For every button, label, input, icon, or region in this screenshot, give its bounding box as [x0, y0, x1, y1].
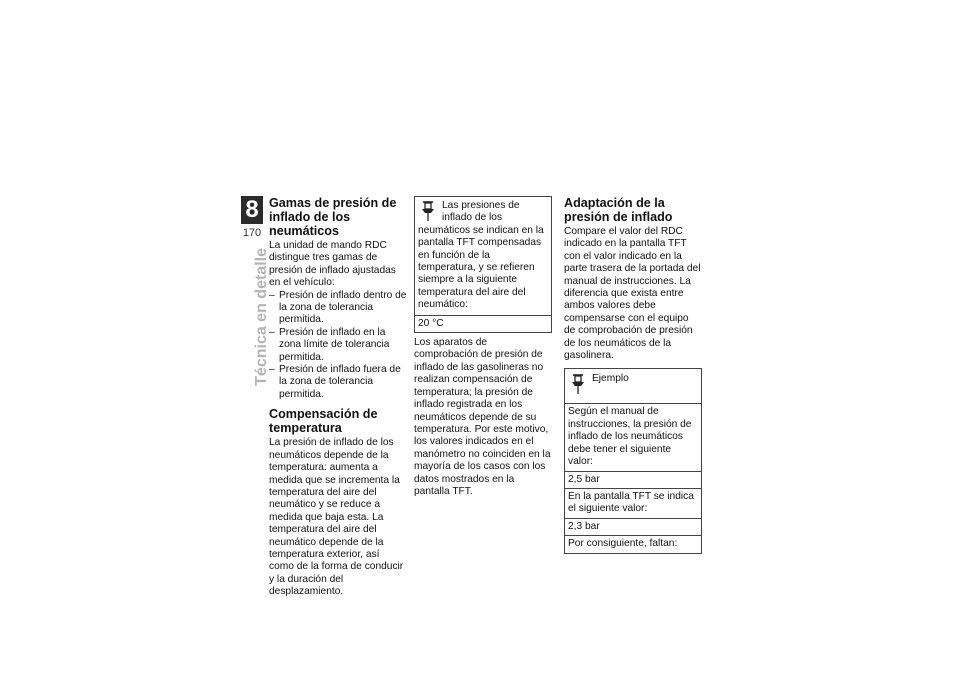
example-row: Por consiguiente, faltan:	[565, 535, 701, 552]
example-header	[565, 369, 701, 403]
note-value: 20 °C	[415, 315, 551, 332]
paragraph-rdc-ranges: La unidad de mando RDC distingue tres gamas de presión de inflado ajustadas en el vehículo:	[269, 240, 396, 289]
paragraph-compare: Compare el valor del RDC indicado en la pantalla TFT con el valor indicado en la parte trasera de la portada del manual de instrucciones. La diferencia que exista entre ambos valores debe compensarse con el equipo de comprobación de presión de los neumáticos de la gasolinera.	[564, 226, 701, 362]
example-label: Ejemplo	[592, 373, 629, 385]
pressure-range-list	[269, 290, 407, 402]
example-box	[564, 368, 702, 553]
note-text: Las presiones de inflado de los neumáticos se indican en la pantalla TFT compensadas en función de la temperatura, y se refieren siempre a la siguiente temperatura del aire del neumático:	[418, 200, 544, 311]
note-body	[415, 197, 551, 315]
note-pin-icon	[418, 200, 438, 222]
list-item: – Presión de inflado dentro de la zona de tolerancia permitida.	[269, 290, 407, 327]
column-2	[414, 196, 552, 498]
heading-temperature-compensation: Compensación de temperatura	[269, 407, 378, 436]
note-pin-icon	[568, 373, 588, 395]
chapter-title: Técnica en detalle	[253, 248, 270, 386]
column-1	[269, 196, 407, 599]
chapter-number: 8	[241, 196, 263, 224]
heading-pressure-adaptation: Adaptación de la presión de inflado	[564, 196, 673, 224]
paragraph-gas-station: Los aparatos de comprobación de presión de inflado de las gasolineras no realizan compensación de temperatura; la presión de inflado registrada en los neumáticos depende de su temperatura. Por este motivo, los valores indicados en el manómetro no coinciden en la mayoría de los casos con los datos mostrados en la pantalla TFT.	[414, 337, 551, 497]
column-3	[564, 196, 702, 558]
example-row: 2,3 bar	[565, 518, 701, 535]
example-row: 2,5 bar	[565, 471, 701, 488]
heading-pressure-ranges: Gamas de presión de inflado de los neumáticos	[269, 196, 397, 238]
paragraph-temperature: La presión de inflado de los neumáticos depende de la temperatura: aumenta a medida que se incrementa la temperatura del aire del neumático y se reduce a medida que baja esta. La temperatura del aire del neumático depende de la temperatura exterior, así como de la forma de conducir y la duración del desplazamiento.	[269, 437, 404, 598]
example-row: En la pantalla TFT se indica el siguiente valor:	[565, 488, 701, 518]
list-item: – Presión de inflado en la zona límite de tolerancia permitida.	[269, 327, 407, 364]
list-item: – Presión de inflado fuera de la zona de tolerancia permitida.	[269, 364, 407, 401]
note-box	[414, 196, 552, 333]
example-row: Según el manual de instrucciones, la presión de inflado de los neumáticos debe tener el siguiente valor:	[565, 403, 701, 470]
page-number: 170	[242, 227, 262, 239]
